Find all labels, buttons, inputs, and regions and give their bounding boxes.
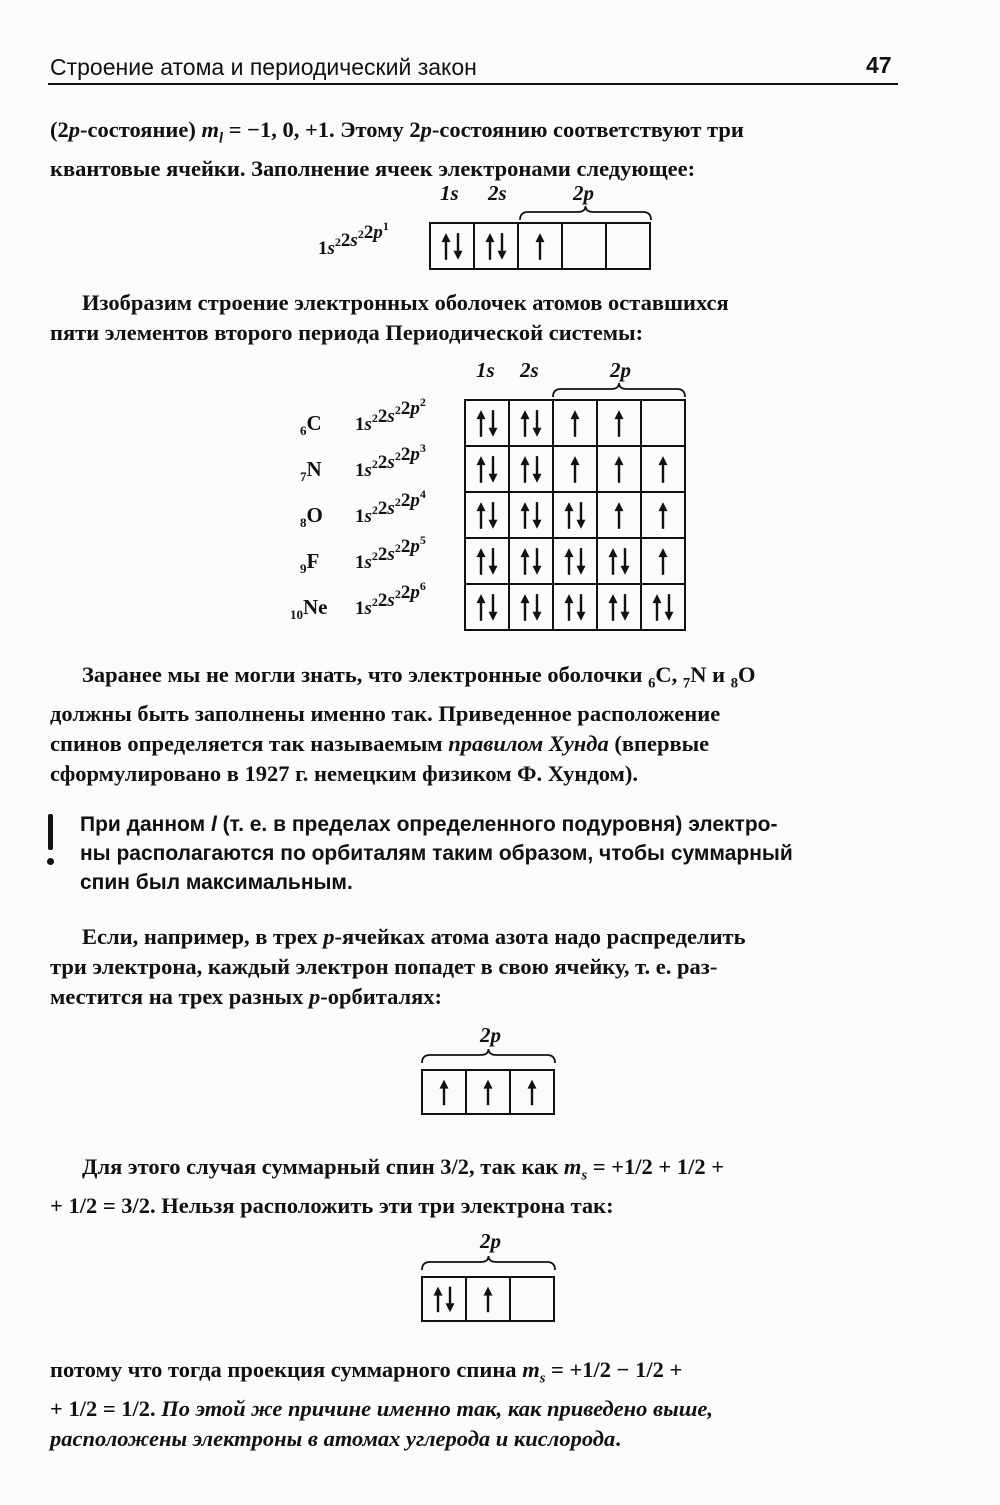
- arrow-head: [489, 612, 498, 621]
- arrow-head: [489, 428, 498, 437]
- orbital-cell: [509, 538, 553, 584]
- arrow-head: [565, 548, 574, 557]
- orbital-cell: [510, 1277, 554, 1321]
- arrow-head: [615, 502, 624, 511]
- arrow-head: [440, 1080, 449, 1089]
- spin-up-arrow: [434, 1287, 443, 1313]
- spin-up-arrow: [659, 502, 668, 529]
- arrow-head: [659, 456, 668, 465]
- spin-down-arrow: [489, 456, 498, 483]
- arrow-head: [659, 548, 668, 557]
- orbital-cell: [474, 223, 518, 269]
- arrow-head: [609, 548, 618, 557]
- arrow-head: [536, 233, 545, 242]
- orbital-cell: [597, 584, 641, 630]
- orbital-cell: [553, 492, 597, 538]
- orbital-cell: [465, 538, 509, 584]
- arrow-head: [521, 456, 530, 465]
- spin-down-arrow: [577, 548, 586, 575]
- spin-up-arrow: [571, 456, 580, 483]
- spin-up-arrow: [615, 410, 624, 437]
- label-2s: 2s: [488, 181, 507, 205]
- spin-up-arrow: [571, 410, 580, 437]
- arrow-head: [659, 502, 668, 511]
- orbital-cell: [509, 492, 553, 538]
- intro-line-2: квантовые ячейки. Заполнение ячеек электронами следующее:: [50, 155, 696, 181]
- spin-up-arrow: [521, 594, 530, 621]
- arrow-head: [533, 566, 542, 575]
- hund-rule-term: правилом Хунда: [448, 730, 609, 756]
- orbital-cell: [641, 584, 685, 630]
- arrow-head: [609, 594, 618, 603]
- arrow-head: [489, 520, 498, 529]
- arrow-head: [521, 502, 530, 511]
- arrow-head: [486, 233, 495, 242]
- spin-up-arrow: [659, 548, 668, 575]
- spin-up-arrow: [477, 548, 486, 575]
- orbital-cell: [562, 223, 606, 269]
- brace-2p: [422, 1256, 555, 1270]
- label-1s: 1s: [476, 358, 495, 382]
- arrow-head: [489, 474, 498, 483]
- running-header: Строение атома и периодический закон: [50, 54, 477, 80]
- spin-up-arrow: [521, 456, 530, 483]
- spin-up-arrow: [440, 1080, 449, 1106]
- spin-up-arrow: [484, 1287, 493, 1313]
- rule-callout: При данном l (т. е. в пределах определенного подуровня) электро- ны располагаются по орбиталям таким образом, чтобы суммарный спин был максимальным.: [80, 813, 793, 894]
- spin-down-arrow: [489, 548, 498, 575]
- brace-2p: [553, 383, 685, 397]
- element-symbol: $_8$O: [300, 503, 323, 530]
- spin-up-arrow: [477, 502, 486, 529]
- label-2s: 2s: [520, 358, 539, 382]
- arrow-head: [571, 410, 580, 419]
- arrow-head: [577, 520, 586, 529]
- orbital-cell: [509, 400, 553, 446]
- arrow-head: [571, 456, 580, 465]
- diagram-3: [422, 1229, 555, 1321]
- electron-table: [290, 358, 685, 630]
- spin-down-arrow: [498, 233, 507, 260]
- arrow-head: [565, 502, 574, 511]
- arrow-head: [653, 594, 662, 603]
- spin-up-arrow: [653, 594, 662, 621]
- element-symbol: $_6$C: [300, 411, 322, 438]
- element-symbol: $_9$F: [300, 549, 320, 576]
- spin-up-arrow: [565, 594, 574, 621]
- spin-down-arrow: [533, 410, 542, 437]
- label-2p: 2p: [480, 1023, 501, 1047]
- orbital-cell: [553, 584, 597, 630]
- electron-config: $1s^22s^22p^1$: [318, 219, 389, 259]
- paragraph-3: Заранее мы не могли знать, что электронные оболочки $_6$C, $_7$N и $_8$O должны быть заполнены именно так. Приведенное расположение спинов определяется так называемым правилом Хунда (впервые сформулировано в 1927 г. немецким физиком Ф. Хундом).: [50, 662, 756, 786]
- arrow-head: [484, 1287, 493, 1296]
- arrow-head: [477, 456, 486, 465]
- orbital-cell: [597, 538, 641, 584]
- spin-down-arrow: [489, 594, 498, 621]
- arrow-head: [621, 612, 630, 621]
- spin-down-arrow: [665, 594, 674, 621]
- spin-up-arrow: [521, 548, 530, 575]
- orbital-cell: [465, 492, 509, 538]
- orbital-cell: [422, 1277, 466, 1321]
- spin-up-arrow: [477, 456, 486, 483]
- electron-config: $1s^22s^22p^6$: [355, 579, 426, 619]
- arrow-head: [533, 612, 542, 621]
- brace-2p: [422, 1049, 555, 1063]
- arrow-head: [565, 594, 574, 603]
- orbital-cell: [465, 400, 509, 446]
- spin-down-arrow: [577, 502, 586, 529]
- arrow-head: [615, 456, 624, 465]
- electron-config: $1s^22s^22p^3$: [355, 441, 426, 481]
- spin-up-arrow: [536, 233, 545, 260]
- paragraph-2: Изобразим строение электронных оболочек атомов оставшихся пяти элементов второго периода Периодической системы:: [50, 290, 729, 345]
- arrow-head: [434, 1287, 443, 1296]
- arrow-head: [533, 520, 542, 529]
- spin-up-arrow: [528, 1080, 537, 1106]
- orbital-cell: [509, 584, 553, 630]
- arrow-head: [477, 410, 486, 419]
- spin-down-arrow: [489, 502, 498, 529]
- label-2p: 2p: [480, 1229, 501, 1253]
- arrow-head: [484, 1080, 493, 1089]
- paragraph-5: Для этого случая суммарный спин 3/2, так как $m_s = +1/2 + 1/2$ + + 1/2 = 3/2. Нельзя расположить эти три электрона так:: [50, 1154, 725, 1218]
- arrow-head: [533, 428, 542, 437]
- spin-down-arrow: [533, 548, 542, 575]
- orbital-cell: [641, 400, 685, 446]
- orbital-cell: [606, 223, 650, 269]
- arrow-head: [533, 474, 542, 483]
- exclamation-icon: [46, 810, 56, 870]
- arrow-head: [454, 251, 463, 260]
- arrow-head: [615, 410, 624, 419]
- electron-config: $1s^22s^22p^5$: [355, 533, 426, 573]
- label-1s: 1s: [440, 181, 459, 205]
- spin-up-arrow: [486, 233, 495, 260]
- spin-down-arrow: [454, 233, 463, 260]
- label-2p: 2p: [573, 181, 594, 205]
- spin-up-arrow: [609, 548, 618, 575]
- spin-down-arrow: [621, 594, 630, 621]
- spin-up-arrow: [484, 1080, 493, 1106]
- orbital-cell: [465, 584, 509, 630]
- intro-line-1: (2p-состояние) $m_l = -1$, 0, +1. Этому 2p-состоянию соответствуют три: [50, 117, 744, 147]
- spin-down-arrow: [533, 594, 542, 621]
- diagram-2: [422, 1023, 555, 1114]
- spin-up-arrow: [442, 233, 451, 260]
- spin-down-arrow: [533, 456, 542, 483]
- brace-2p: [520, 206, 651, 220]
- arrow-head: [521, 548, 530, 557]
- page-number: 47: [866, 52, 892, 78]
- arrow-head: [477, 502, 486, 511]
- arrow-head: [477, 594, 486, 603]
- spin-down-arrow: [533, 502, 542, 529]
- diagram-1: [318, 181, 651, 269]
- spin-up-arrow: [565, 548, 574, 575]
- spin-down-arrow: [489, 410, 498, 437]
- arrow-head: [489, 566, 498, 575]
- arrow-head: [477, 548, 486, 557]
- spin-up-arrow: [521, 502, 530, 529]
- spin-up-arrow: [565, 502, 574, 529]
- arrow-head: [442, 233, 451, 242]
- spin-up-arrow: [609, 594, 618, 621]
- paragraph-4: Если, например, в трех p-ячейках атома азота надо распределить три электрона, каждый электрон попадет в свою ячейку, т. е. раз- местится на трех разных p-орбиталях:: [50, 924, 746, 1009]
- spin-up-arrow: [477, 410, 486, 437]
- orbital-cell: [509, 446, 553, 492]
- element-symbol: $_7$N: [300, 457, 322, 484]
- label-2p: 2p: [610, 358, 631, 382]
- arrow-head: [665, 612, 674, 621]
- paragraph-6: потому что тогда проекция суммарного спина $m_s = +1/2 - 1/2$ + + 1/2 = 1/2. По этой же причине именно так, как приведено выше, расположены электроны в атомах углерода и кислорода.: [50, 1357, 714, 1451]
- arrow-head: [521, 594, 530, 603]
- arrow-head: [446, 1303, 455, 1312]
- arrow-head: [621, 566, 630, 575]
- electron-config: $1s^22s^22p^2$: [355, 395, 426, 435]
- spin-up-arrow: [521, 410, 530, 437]
- orbital-cell: [430, 223, 474, 269]
- electron-config: $1s^22s^22p^4$: [355, 487, 426, 527]
- arrow-head: [577, 566, 586, 575]
- spin-up-arrow: [659, 456, 668, 483]
- arrow-head: [577, 612, 586, 621]
- spin-up-arrow: [615, 456, 624, 483]
- spin-up-arrow: [615, 502, 624, 529]
- arrow-head: [521, 410, 530, 419]
- arrow-head: [528, 1080, 537, 1089]
- orbital-cell: [465, 446, 509, 492]
- element-symbol: $_{10}$Ne: [290, 595, 328, 622]
- spin-up-arrow: [477, 594, 486, 621]
- arrow-head: [498, 251, 507, 260]
- spin-down-arrow: [577, 594, 586, 621]
- spin-down-arrow: [621, 548, 630, 575]
- orbital-cell: [553, 538, 597, 584]
- spin-down-arrow: [446, 1287, 455, 1313]
